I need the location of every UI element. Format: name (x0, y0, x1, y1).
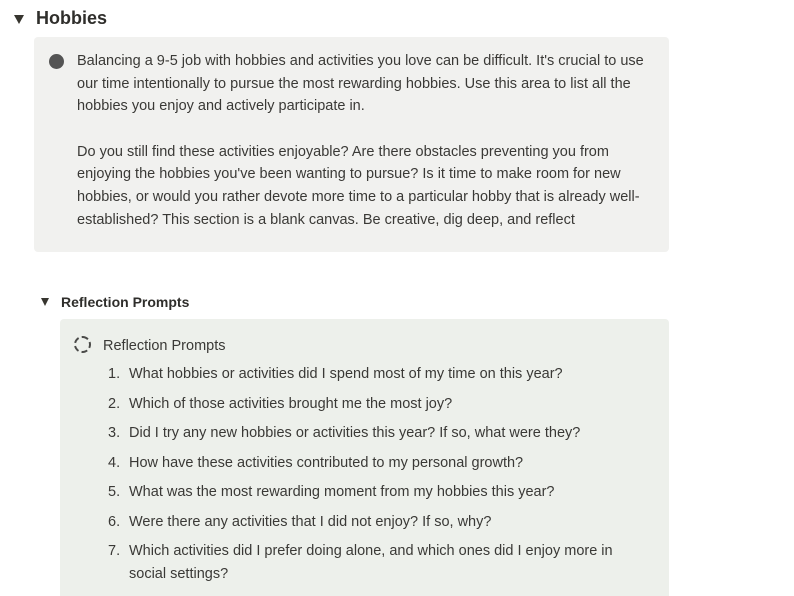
list-item-text: Were there any activities that I did not enjoy? If so, why? (129, 513, 492, 530)
toggle-arrow-icon[interactable] (41, 298, 49, 306)
list-item-text: Which activities did I prefer doing alone, and which ones did I enjoy more in social settings? (129, 543, 613, 582)
dashed-circle-icon[interactable] (74, 336, 91, 353)
list-item[interactable] (103, 481, 643, 504)
prompt-list (103, 363, 643, 592)
list-number: 1. (108, 366, 121, 382)
intro-paragraph-2: Do you still find these activities enjoyable? Are there obstacles preventing you from enjoying the hobbies you've been wanting to pursue? Is it time to make room for new hobbies, or would you rather devote more time to a particular hobby that is already well-established? This section is a blank canvas. Be creative, dig deep, and reflect (77, 143, 640, 228)
list-item-text: How have these activities contributed to my personal growth? (129, 454, 524, 471)
reflection-prompts-heading-title: Reflection Prompts (61, 294, 190, 310)
list-item[interactable] (103, 452, 643, 475)
hobbies-heading-title: Hobbies (36, 7, 108, 28)
list-item-text: What hobbies or activities did I spend most of my time on this year? (129, 366, 563, 382)
list-item[interactable] (103, 393, 643, 416)
prompts-callout-title[interactable]: Reflection Prompts (103, 338, 226, 354)
list-item[interactable] (103, 363, 643, 386)
hobbies-toggle-heading[interactable] (14, 5, 107, 31)
intro-paragraph-1: Balancing a 9-5 job with hobbies and activities you love can be difficult. It's crucial to use our time intentionally to pursue the most rewarding hobbies. Use this area to list all the hobbies you enjoy and actively participate in. (77, 53, 644, 115)
intro-callout (34, 37, 669, 252)
intro-callout-text[interactable] (77, 50, 657, 231)
list-item[interactable] (103, 540, 643, 585)
list-item[interactable] (103, 511, 643, 534)
reflection-prompts-callout (60, 319, 669, 596)
list-number: 2. (108, 395, 121, 412)
list-item-text: Which of those activities brought me the most joy? (129, 395, 453, 412)
list-item-text: Did I try any new hobbies or activities this year? If so, what were they? (129, 425, 581, 441)
list-item-text: What was the most rewarding moment from my hobbies this year? (129, 484, 555, 500)
list-number: 3. (108, 425, 121, 441)
list-number: 7. (108, 543, 121, 559)
list-item[interactable] (103, 422, 643, 445)
list-number: 4. (108, 454, 121, 471)
list-number: 6. (108, 513, 121, 530)
reflection-prompts-toggle-heading[interactable] (41, 292, 189, 312)
dark-circle-icon[interactable] (49, 54, 64, 69)
list-number: 5. (108, 484, 121, 500)
toggle-arrow-icon[interactable] (14, 15, 24, 24)
